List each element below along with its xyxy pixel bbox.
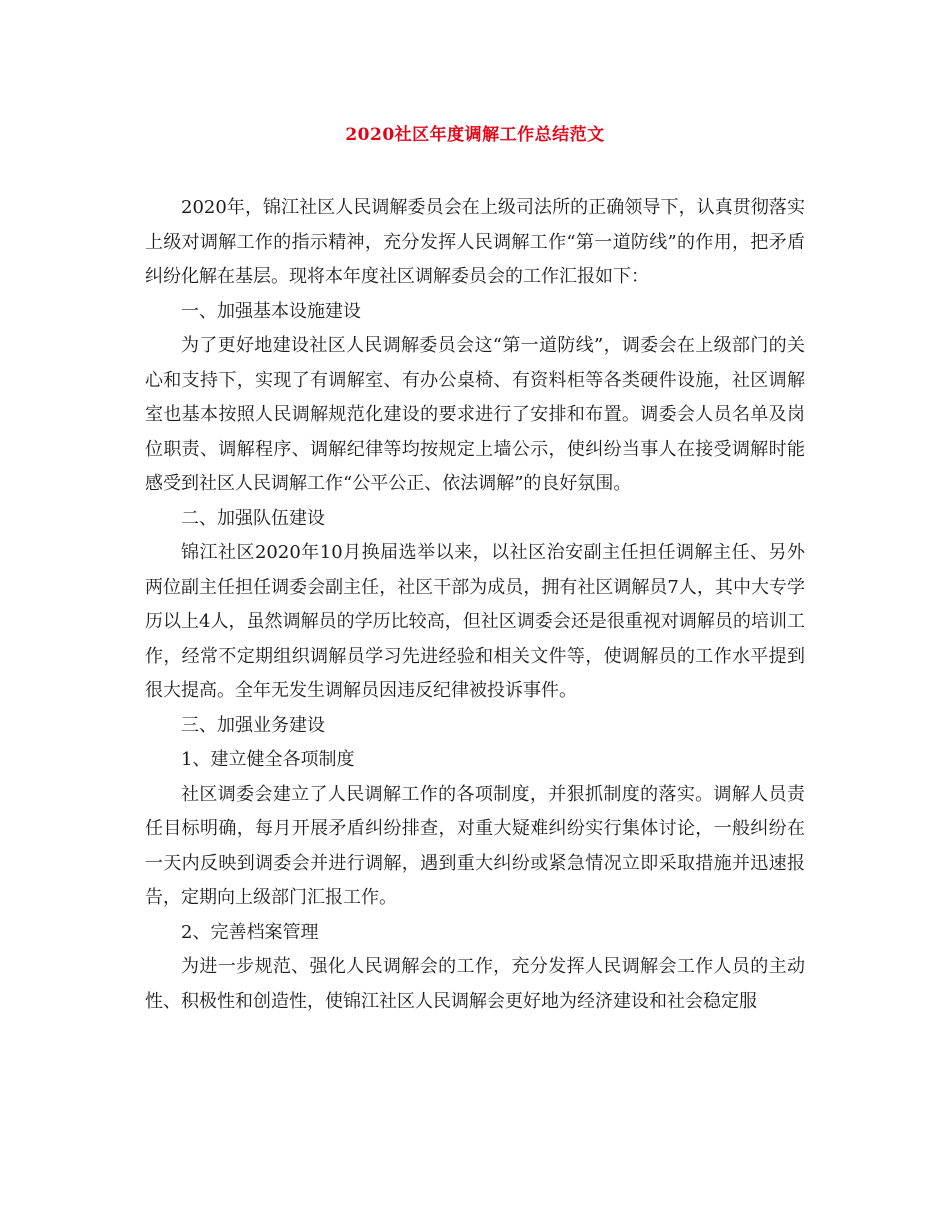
document-body	[145, 191, 805, 1019]
subheading-3-2: 2、完善档案管理	[181, 921, 319, 943]
paragraph-systems: 社区调委会建立了人民调解工作的各项制度，并狠抓制度的落实。调解人员责任目标明确，每月开展矛盾纠纷排查，对重大疑难纠纷实行集体讨论，一般纠纷在一天内反映到调委会并进行调解，遇到重大纠纷或紧急情况立即采取措施并迅速报告，定期向上级部门汇报工作。	[145, 783, 805, 908]
subheading-3-1: 1、建立健全各项制度	[181, 749, 355, 770]
heading-section-2: 二、加强队伍建设	[181, 507, 325, 529]
heading-section-3: 三、加强业务建设	[181, 714, 325, 736]
paragraph-intro: 2020年，锦江社区人民调解委员会在上级司法所的正确领导下，认真贯彻落实上级对调解工作的指示精神，充分发挥人民调解工作“第一道防线”的作用，把矛盾纠纷化解在基层。现将本年度社区调解委员会的工作汇报如下：	[145, 197, 805, 287]
paragraph-archives: 为进一步规范、强化人民调解会的工作，充分发挥人民调解会工作人员的主动性、积极性和创造性，使锦江社区人民调解会更好地为经济建设和社会稳定服	[145, 956, 805, 1012]
document-title: 2020社区年度调解工作总结范文	[345, 125, 605, 145]
heading-section-1: 一、加强基本设施建设	[181, 300, 361, 322]
paragraph-facilities: 为了更好地建设社区人民调解委员会这“第一道防线”，调委会在上级部门的关心和支持下，实现了有调解室、有办公桌椅、有资料柜等各类硬件设施，社区调解室也基本按照人民调解规范化建设的要求进行了安排和布置。调委会人员名单及岗位职责、调解程序、调解纪律等均按规定上墙公示，使纠纷当事人在接受调解时能感受到社区人民调解工作“公平公正、依法调解”的良好氛围。	[145, 335, 805, 494]
paragraph-team: 锦江社区2020年10月换届选举以来，以社区治安副主任担任调解主任、另外两位副主任担任调委会副主任，社区干部为成员，拥有社区调解员7人，其中大专学历以上4人，虽然调解员的学历比较高，但社区调委会还是很重视对调解员的培训工作，经常不定期组织调解员学习先进经验和相关文件等，使调解员的工作水平提到很大提高。全年无发生调解员因违反纪律被投诉事件。	[145, 542, 805, 701]
